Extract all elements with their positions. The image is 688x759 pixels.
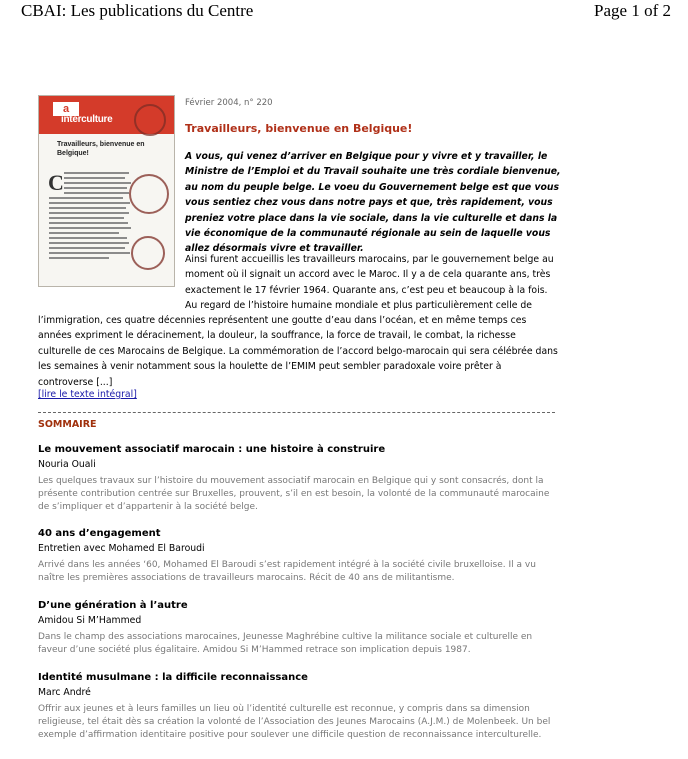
article-title: Travailleurs, bienvenue en Belgique! — [185, 122, 413, 135]
summary-item-description: Les quelques travaux sur l’histoire du mouvement associatif marocain en Belgique qui y sont consacrés, dont la présente contribution centrée sur Bruxelles, prouvent, s’il en est besoin, la volonté de la communauté marocaine de s’impliquer et d’appartenir à la société belge. — [38, 476, 550, 512]
stamp-icon — [129, 174, 169, 214]
cover-dropcap: C — [48, 170, 64, 195]
cover-title: Travailleurs, bienvenue en Belgique! — [57, 141, 145, 157]
article-body-part1: Ainsi furent accueillis les travailleurs marocains, par le gouvernement belge au moment où il signait un accord avec le Maroc. Il y a de cela quarante ans, très exactement le 17 février 1964. Quarante ans, c’est peu et beaucoup à la fois. Au regard de l’histoire humaine mondiale et plus particulièrement celle de — [185, 254, 554, 312]
article-intro: A vous, qui venez d’arriver en Belgique pour y vivre et y travailler, le Ministre de l’Emploi et du Travail souhaite une très cordiale bienvenue, au nom du peuple belge. Le voeu du Gouvernement belge est que vous vous sentiez chez vous dans notre pays et que, très rapidement, vous preniez votre place dans la vie sociale, dans la vie culturelle et dans la vie économique de la communauté régionale au sein de laquelle vous allez désormais vivre et travailler. — [185, 151, 561, 255]
divider — [38, 412, 555, 413]
summary-item-title: D’une génération à l’autre — [38, 600, 188, 611]
summary-item — [38, 444, 558, 514]
summary-item-title: 40 ans d’engagement — [38, 528, 161, 539]
summary-item-author: Amidou Si M’Hammed — [38, 615, 142, 626]
summary-item-title: Identité musulmane : la difficile reconnaissance — [38, 672, 308, 683]
summary-item-author: Nouria Ouali — [38, 459, 96, 470]
stamp-icon — [134, 104, 166, 136]
summary-item — [38, 600, 558, 657]
summary-item-description: Arrivé dans les années ‘60, Mohamed El Baroudi s’est rapidement intégré à la société civile bruxelloise. Il a vu naître les premières associations de travailleurs marocains. Récit de 40 ans de militantisme. — [38, 560, 536, 583]
summary-item — [38, 528, 558, 585]
issue-date: Février 2004, n° 220 — [185, 98, 273, 108]
summary-item — [38, 672, 558, 742]
cover-logo: a — [53, 102, 79, 116]
summary-item-title: Le mouvement associatif marocain : une histoire à construire — [38, 444, 386, 455]
article-body-part2: l’immigration, ces quatre décennies représentent une goutte d’eau dans l’océan, et en même temps ces années expriment le déracinement, la douleur, la souffrance, la force de travail, le combat, la richesse culturelle de ces Marocains de Belgique. La commémoration de l’accord belgo-marocain qui sera célébrée dans les semaines à venir notamment sous la houlette de l’EMIM peut sembler paradoxale voire prêter à controverse [...] — [38, 315, 558, 388]
summary-item-description: Offrir aux jeunes et à leurs familles un lieu où l’identité culturelle est reconnue, y compris dans sa dimension religieuse, tel était dès sa création la volonté de l’Association des Jeunes Marocains (A.J.M.) de Molenbeek. Un bel exemple d’affirmation identitaire positive pour soulever une difficile question de reconnaissance interculturelle. — [38, 704, 551, 740]
print-header-page: Page 1 of 2 — [594, 1, 671, 20]
summary-item-author: Entretien avec Mohamed El Baroudi — [38, 543, 205, 554]
summary-item-author: Marc André — [38, 687, 91, 698]
sommaire-heading: SOMMAIRE — [38, 419, 97, 430]
print-header-title: CBAI: Les publications du Centre — [21, 1, 254, 20]
read-full-text-link[interactable]: [lire le texte intégral] — [38, 389, 137, 400]
cover-image — [38, 95, 175, 287]
stamp-icon — [131, 236, 165, 270]
summary-item-description: Dans le champ des associations marocaines, Jeunesse Maghrébine cultive la militance sociale et culturelle en faveur d’une société plus égalitaire. Amidou Si M’Hammed retrace son implication depuis 1987. — [38, 632, 533, 655]
cover-brand: interculture — [61, 114, 113, 125]
print-header — [0, 0, 688, 22]
